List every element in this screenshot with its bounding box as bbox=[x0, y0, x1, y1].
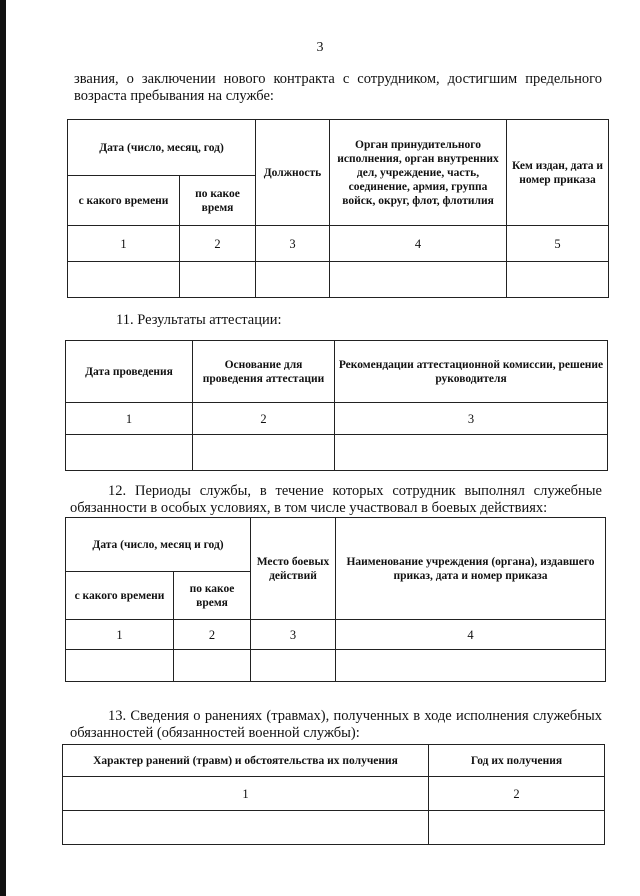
header-attestation-basis: Основание для проведения аттестации bbox=[193, 341, 335, 403]
empty-cell bbox=[256, 262, 330, 298]
empty-row bbox=[66, 435, 608, 471]
empty-row bbox=[68, 262, 609, 298]
header-date-to: по какое время bbox=[180, 176, 256, 226]
empty-cell bbox=[335, 435, 608, 471]
column-number-row bbox=[66, 620, 606, 650]
header-date-to: по какое время bbox=[174, 572, 251, 620]
empty-cell bbox=[429, 811, 605, 845]
empty-cell bbox=[66, 650, 174, 682]
header-attestation-date: Дата проведения bbox=[66, 341, 193, 403]
header-date-from: с какого времени bbox=[68, 176, 180, 226]
attestation-table bbox=[65, 340, 608, 471]
section-11-title: 11. Результаты аттестации: bbox=[116, 312, 282, 328]
column-number: 3 bbox=[251, 620, 336, 650]
empty-row bbox=[63, 811, 605, 845]
header-combat-place: Место боевых действий bbox=[251, 518, 336, 620]
column-number: 1 bbox=[66, 403, 193, 435]
header-institution: Наименование учреждения (органа), издавшего приказ, дата и номер приказа bbox=[336, 518, 606, 620]
column-number: 2 bbox=[429, 777, 605, 811]
header-issuer: Кем издан, дата и номер приказа bbox=[507, 120, 609, 226]
column-number: 5 bbox=[507, 226, 609, 262]
page-number: 3 bbox=[316, 40, 324, 55]
empty-cell bbox=[336, 650, 606, 682]
column-number: 3 bbox=[256, 226, 330, 262]
header-recommendations: Рекомендации аттестационной комиссии, решение руководителя bbox=[335, 341, 608, 403]
empty-cell bbox=[174, 650, 251, 682]
column-number: 1 bbox=[66, 620, 174, 650]
empty-cell bbox=[66, 435, 193, 471]
empty-cell bbox=[330, 262, 507, 298]
empty-cell bbox=[63, 811, 429, 845]
scan-edge bbox=[0, 0, 6, 896]
column-number: 2 bbox=[180, 226, 256, 262]
header-date-from: с какого времени bbox=[66, 572, 174, 620]
column-number: 4 bbox=[330, 226, 507, 262]
column-number: 1 bbox=[63, 777, 429, 811]
section-13-text: 13. Сведения о ранениях (травмах), полученных в ходе исполнения служебных обязанностей (обязанностей военной службы): bbox=[70, 708, 602, 741]
special-conditions-table bbox=[65, 517, 606, 682]
header-injury-year: Год их получения bbox=[429, 745, 605, 777]
injuries-table bbox=[62, 744, 605, 845]
column-number-row bbox=[63, 777, 605, 811]
empty-cell bbox=[507, 262, 609, 298]
column-number: 3 bbox=[335, 403, 608, 435]
header-date-group: Дата (число, месяц и год) bbox=[66, 518, 251, 572]
column-number: 1 bbox=[68, 226, 180, 262]
empty-cell bbox=[180, 262, 256, 298]
empty-cell bbox=[251, 650, 336, 682]
section-12-text: 12. Периоды службы, в течение которых сотрудник выполнял служебные обязанности в особых условиях, в том числе участвовал в боевых действиях: bbox=[70, 483, 602, 516]
column-number: 2 bbox=[174, 620, 251, 650]
column-number: 4 bbox=[336, 620, 606, 650]
column-number-row bbox=[68, 226, 609, 262]
intro-text: звания, о заключении нового контракта с сотрудником, достигшим предельного возраста пребывания на службе: bbox=[74, 71, 602, 104]
column-number: 2 bbox=[193, 403, 335, 435]
column-number-row bbox=[66, 403, 608, 435]
service-table bbox=[67, 119, 609, 298]
empty-row bbox=[66, 650, 606, 682]
header-organ: Орган принудительного исполнения, орган внутренних дел, учреждение, часть, соединение, армия, группа войск, округ, флот, флотилия bbox=[330, 120, 507, 226]
empty-cell bbox=[68, 262, 180, 298]
header-date-group: Дата (число, месяц, год) bbox=[68, 120, 256, 176]
header-position: Должность bbox=[256, 120, 330, 226]
header-injury-nature: Характер ранений (травм) и обстоятельства их получения bbox=[63, 745, 429, 777]
empty-cell bbox=[193, 435, 335, 471]
